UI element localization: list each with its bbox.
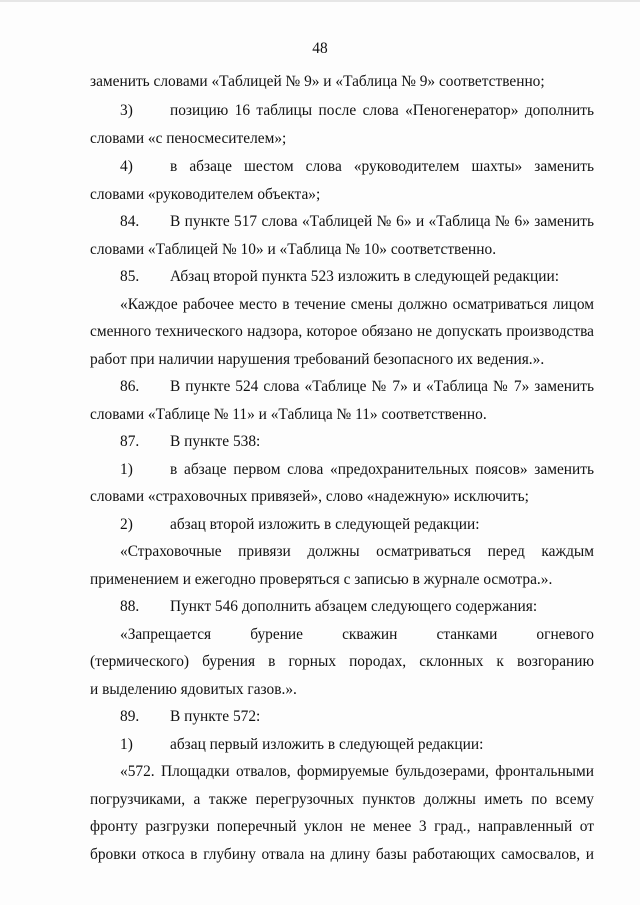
text-line: В пункте 517 слова «Таблицей № 6» и «Таблица № 6» заменить — [170, 213, 594, 230]
text-line: В пункте 538: — [170, 433, 261, 450]
scan-edge — [0, 0, 640, 2]
text-line: «Запрещается бурение скважин станками огневого — [120, 626, 594, 643]
text-line: Пункт 546 дополнить абзацем следующего содержания: — [170, 598, 538, 615]
text-line: и выделению ядовитых газов.». — [90, 681, 297, 698]
text-line: словами «руководителем объекта»; — [90, 186, 321, 203]
text-line: «Каждое рабочее место в течение смены должно осматриваться лицом — [120, 296, 594, 313]
item-number: 1) — [120, 461, 133, 478]
text-line: В пункте 524 слова «Таблице № 7» и «Таблица № 7» заменить — [170, 378, 594, 395]
text-line: словами «Таблицей № 10» и «Таблица № 10» соответственно. — [90, 241, 497, 258]
text-line: словами «страховочных привязей», слово «надежную» исключить; — [90, 488, 529, 505]
item-number: 84. — [120, 213, 140, 230]
text-line: (термического) бурения в горных породах, склонных к возгоранию — [90, 653, 594, 670]
text-line: погрузчиками, а также перегрузочных пунктов должны иметь по всему — [90, 791, 594, 808]
item-number: 4) — [120, 158, 133, 175]
item-number: 87. — [120, 433, 140, 450]
text-line: бровки откоса в глубину отвала на длину базы работающих самосвалов, и — [90, 846, 594, 863]
text-line: сменного технического надзора, которое обязано не допускать производства — [90, 323, 594, 340]
text-line: фронту разгрузки поперечный уклон не менее 3 град., направленный от — [90, 818, 594, 835]
item-number: 86. — [120, 378, 140, 395]
item-number: 89. — [120, 708, 140, 725]
text-line: работ при наличии нарушения требований безопасного их ведения.». — [90, 351, 545, 368]
text-line: в абзаце первом слова «предохранительных поясов» заменить — [170, 461, 594, 478]
text-line: «572. Площадки отвалов, формируемые бульдозерами, фронтальными — [120, 763, 594, 780]
item-number: 2) — [120, 516, 133, 533]
text-line: Абзац второй пункта 523 изложить в следующей редакции: — [170, 268, 559, 285]
text-line: заменить словами «Таблицей № 9» и «Таблица № 9» соответственно; — [90, 73, 545, 90]
text-line: в абзаце шестом слова «руководителем шахты» заменить — [170, 158, 594, 175]
text-line: позицию 16 таблицы после слова «Пеногенератор» дополнить — [170, 102, 594, 119]
text-line: абзац первый изложить в следующей редакции: — [170, 736, 484, 753]
text-line: «Страховочные привязи должны осматриваться перед каждым — [120, 543, 594, 560]
item-number: 88. — [120, 598, 140, 615]
page-number: 48 — [312, 40, 328, 57]
text-line: абзац второй изложить в следующей редакции: — [170, 516, 480, 533]
text-line: В пункте 572: — [170, 708, 261, 725]
text-line: словами «с пеносмесителем»; — [90, 130, 287, 147]
item-number: 85. — [120, 268, 140, 285]
item-number: 3) — [120, 102, 133, 119]
item-number: 1) — [120, 736, 133, 753]
text-line: применением и ежегодно проверяться с записью в журнале осмотра.». — [90, 571, 553, 588]
text-line: словами «Таблице № 11» и «Таблица № 11» соответственно. — [90, 406, 487, 423]
